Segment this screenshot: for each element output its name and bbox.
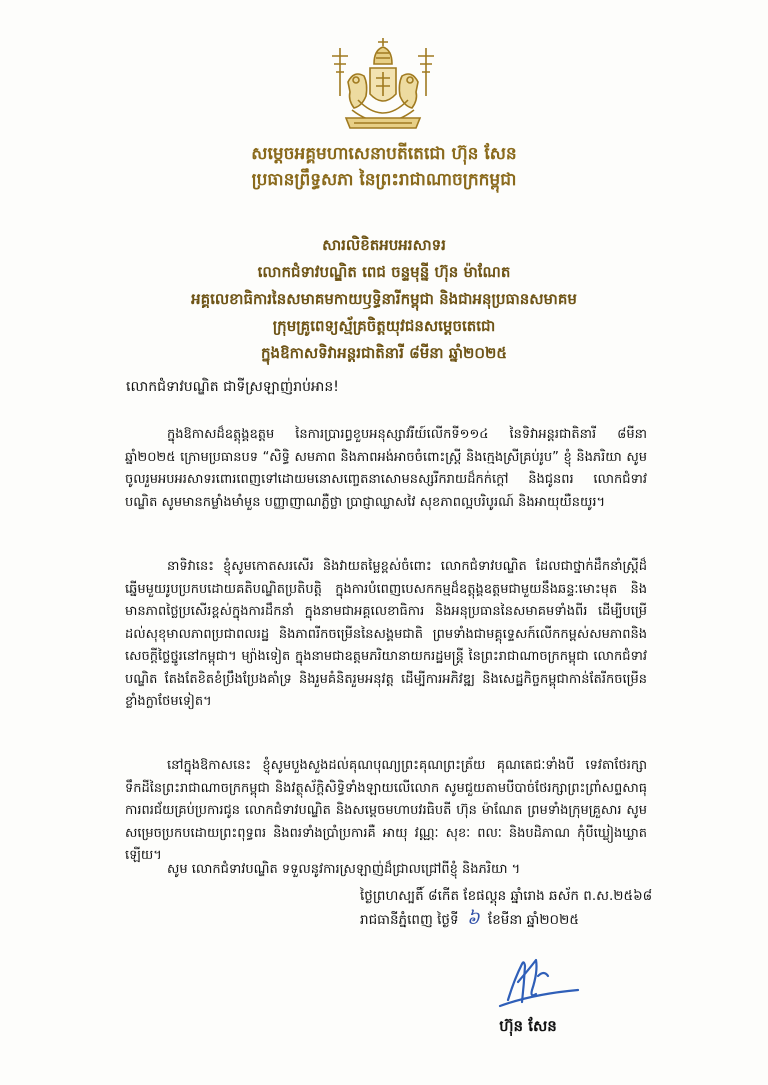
lunar-date-line: ថ្ងៃព្រហស្បតិ៍ ៨កើត ខែផល្គុន ឆ្នាំរោង ឆស័ក ព.ស.២៥៦៨ <box>360 888 653 904</box>
handwritten-signature-icon <box>478 950 588 1012</box>
letter-heading-line-4: ក្រុមគ្រូពេទ្យស្ម័គ្រចិត្តយុវជនសម្តេចតេជោ <box>272 317 496 335</box>
handwritten-day-number: ៦ <box>466 908 480 929</box>
letter-heading-line-1: សារលិខិតអបអរសាទរ <box>322 236 446 254</box>
body-paragraph-2: នាទិវានេះ ខ្ញុំសូមកោតសរសើរ និងវាយតម្លៃខ្ពស់ចំពោះ លោកជំទាវបណ្ឌិត ដែលជាថ្នាក់ដឹកនាំស្ត្រីដ៏ឆ្នើមមួយរូបប្រកបដោយគតិបណ្ឌិតប្រតិបត្តិ ក្នុងការបំពេញបេសកកម្មដ៏ឧត្តុង្គឧត្តមជាមួយនឹងឆន្ទៈមោះមុត និងមានភាពថ្លៃប្រសើរខ្ពស់ក្នុងការដឹកនាំ ក្នុងនាមជាអគ្គលេខាធិការ និងអនុប្រធាននៃសមាគមទាំងពីរ ដើម្បីបម្រើដល់សុខុមាលភាពប្រជាពលរដ្ឋ និងភាពរីកចម្រើននៃសង្គមជាតិ ព្រមទាំងជាមគ្គុទ្ទេសក៍លើកកម្ពស់សមភាពនិងសេចក្តីថ្លៃថ្នូរនៅកម្ពុជា។ ម្យ៉ាងទៀត ក្នុងនាមជាឧត្តមភរិយានាយករដ្ឋមន្ត្រី នៃព្រះរាជាណាចក្រកម្ពុជា លោកជំទាវបណ្ឌិត តែងតែខិតខំប្រឹងប្រែងគាំទ្រ និងរួមគំនិតរួមអនុវត្ត ដើម្បីការអភិវឌ្ឍ និងសេដ្ឋកិច្ចកម្ពុជាកាន់តែរីកចម្រើនខ្លាំងក្លាថែមទៀត។ <box>125 559 647 709</box>
closing-paragraph: សូម លោកជំទាវបណ្ឌិត ទទួលនូវការស្រឡាញ់ដ៏ជ្រាលជ្រៅពីខ្ញុំ និងភរិយា ។ <box>167 862 521 877</box>
sender-title: ប្រធានព្រឹទ្ធសភា នៃព្រះរាជាណាចក្រកម្ពុជា <box>251 170 517 190</box>
letter-heading-line-5: ក្នុងឱកាសទិវាអន្តរជាតិនារី ៨មីនា ឆ្នាំ២០២៥ <box>261 344 507 362</box>
gregorian-date-line <box>360 907 680 932</box>
date-month-year: ខែមីនា ឆ្នាំ២០២៥ <box>487 912 579 928</box>
letter-heading-line-2: លោកជំទាវបណ្ឌិត ពេជ ចន្ទមុន្នី ហ៊ុន ម៉ាណែត <box>257 263 511 281</box>
signer-name: ហ៊ុន សែន <box>499 1017 557 1035</box>
salutation: លោកជំទាវបណ្ឌិត ជាទីស្រឡាញ់រាប់អាន! <box>126 379 339 395</box>
body-paragraph-1: ក្នុងឱកាសដ៏ឧត្តុង្គឧត្តម នៃការប្រារព្ធខួបអនុស្សាវរីយ៍លើកទី១១៤ នៃទិវាអន្តរជាតិនារី ៨មីនា ឆ្នាំ២០២៥ ក្រោមប្រធានបទ “សិទ្ធិ សមភាព និងភាពអង់អាចចំពោះស្ត្រី និងក្មេងស្រីគ្រប់រូប” ខ្ញុំ និងភរិយា សូមចូលរួមអបអរសាទរពោរពេញទៅដោយមនោសញ្ចេតនាសោមនស្សរីករាយដ៏កក់ក្តៅ និងជូនពរ លោកជំទាវបណ្ឌិត សូមមានកម្លាំងមាំមួន បញ្ញាញាណភ្លឺថ្លា ប្រាជ្ញាឈ្លាសវៃ សុខភាពល្អបរិបូរណ៍ និងអាយុយឺនយូរ។ <box>125 427 647 510</box>
sender-name: សម្តេចអគ្គមហាសេនាបតីតេជោ ហ៊ុន សែន <box>251 144 517 164</box>
body-paragraph-3: នៅក្នុងឱកាសនេះ ខ្ញុំសូមបួងសួងដល់គុណបុណ្យព្រះគុណព្រះត្រ័យ គុណតេជៈទាំងបី ទេវតាថែរក្សាទឹកដីនៃព្រះរាជាណាចក្រកម្ពុជា និងវត្ថុស័ក្តិសិទ្ធិទាំងឡាយលើលោក សូមជួយតាមបីបាច់ថែរក្សាព្រះព្រាំសព្ទសាធុការពរជ័យគ្រប់ប្រការជូន លោកជំទាវបណ្ឌិត និងសម្តេចមហាបវរធិបតី ហ៊ុន ម៉ាណែត ព្រមទាំងក្រុមគ្រួសារ សូមសម្រេចប្រកបដោយព្រះពុទ្ធពរ និងពរទាំងប្រាំប្រការគឺ អាយុ វណ្ណៈ សុខៈ ពលៈ និងបដិភាណ កុំបីឃ្លៀងឃ្លាតឡើយ។ <box>125 758 647 863</box>
royal-arms-emblem-icon <box>318 34 448 134</box>
date-place-prefix: រាជធានីភ្នំពេញ ថ្ងៃទី <box>360 912 459 928</box>
letter-heading-line-3: អគ្គលេខាធិការនៃសមាគមកាយឫទ្ធិនារីកម្ពុជា និងជាអនុប្រធានសមាគម <box>191 290 577 308</box>
